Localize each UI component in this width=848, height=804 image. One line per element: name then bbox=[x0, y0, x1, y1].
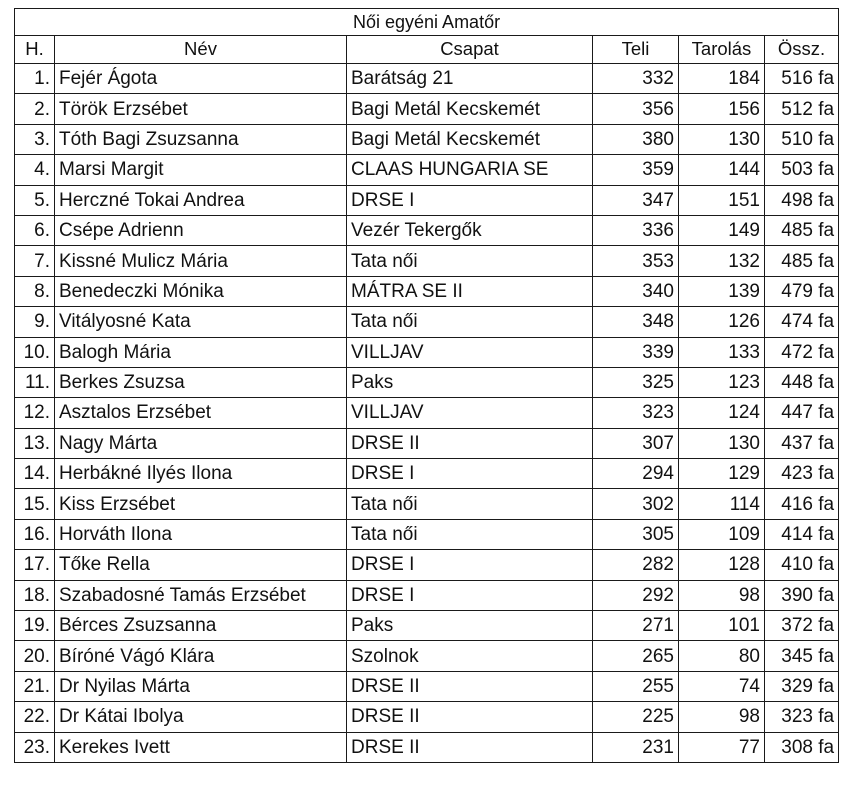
cell-name: Dr Nyilas Márta bbox=[55, 671, 347, 701]
cell-teli: 265 bbox=[593, 641, 679, 671]
cell-team: Paks bbox=[347, 367, 593, 397]
cell-rank: 13. bbox=[15, 428, 55, 458]
cell-name: Nagy Márta bbox=[55, 428, 347, 458]
cell-name: Kiss Erzsébet bbox=[55, 489, 347, 519]
cell-team: Bagi Metál Kecskemét bbox=[347, 94, 593, 124]
cell-tarolas: 123 bbox=[679, 367, 765, 397]
table-row bbox=[15, 155, 839, 185]
cell-name: Asztalos Erzsébet bbox=[55, 398, 347, 428]
cell-teli: 340 bbox=[593, 276, 679, 306]
cell-team: DRSE II bbox=[347, 702, 593, 732]
table-row bbox=[15, 307, 839, 337]
table-row bbox=[15, 215, 839, 245]
cell-team: Tata női bbox=[347, 307, 593, 337]
cell-ossz: 437 fa bbox=[765, 428, 839, 458]
cell-name: Berkes Zsuzsa bbox=[55, 367, 347, 397]
table-row bbox=[15, 459, 839, 489]
cell-ossz: 503 fa bbox=[765, 155, 839, 185]
cell-name: Kerekes Ivett bbox=[55, 732, 347, 762]
cell-tarolas: 109 bbox=[679, 519, 765, 549]
table-row bbox=[15, 671, 839, 701]
cell-rank: 18. bbox=[15, 580, 55, 610]
cell-team: Vezér Tekergők bbox=[347, 215, 593, 245]
cell-tarolas: 98 bbox=[679, 580, 765, 610]
cell-team: CLAAS HUNGARIA SE bbox=[347, 155, 593, 185]
table-row bbox=[15, 702, 839, 732]
cell-name: Horváth Ilona bbox=[55, 519, 347, 549]
cell-name: Herczné Tokai Andrea bbox=[55, 185, 347, 215]
cell-rank: 3. bbox=[15, 124, 55, 154]
cell-ossz: 423 fa bbox=[765, 459, 839, 489]
cell-rank: 9. bbox=[15, 307, 55, 337]
cell-teli: 347 bbox=[593, 185, 679, 215]
cell-ossz: 485 fa bbox=[765, 215, 839, 245]
cell-teli: 294 bbox=[593, 459, 679, 489]
cell-name: Csépe Adrienn bbox=[55, 215, 347, 245]
cell-rank: 6. bbox=[15, 215, 55, 245]
cell-teli: 292 bbox=[593, 580, 679, 610]
cell-rank: 21. bbox=[15, 671, 55, 701]
cell-name: Bíróné Vágó Klára bbox=[55, 641, 347, 671]
cell-team: DRSE II bbox=[347, 671, 593, 701]
cell-team: VILLJAV bbox=[347, 398, 593, 428]
cell-team: Bagi Metál Kecskemét bbox=[347, 124, 593, 154]
cell-ossz: 329 fa bbox=[765, 671, 839, 701]
cell-ossz: 472 fa bbox=[765, 337, 839, 367]
cell-tarolas: 151 bbox=[679, 185, 765, 215]
cell-rank: 19. bbox=[15, 611, 55, 641]
cell-rank: 17. bbox=[15, 550, 55, 580]
cell-ossz: 512 fa bbox=[765, 94, 839, 124]
cell-ossz: 485 fa bbox=[765, 246, 839, 276]
cell-ossz: 390 fa bbox=[765, 580, 839, 610]
cell-teli: 380 bbox=[593, 124, 679, 154]
cell-team: DRSE II bbox=[347, 732, 593, 762]
cell-tarolas: 98 bbox=[679, 702, 765, 732]
table-row bbox=[15, 428, 839, 458]
cell-ossz: 308 fa bbox=[765, 732, 839, 762]
table-row bbox=[15, 276, 839, 306]
table-row bbox=[15, 367, 839, 397]
table-row bbox=[15, 550, 839, 580]
table-row bbox=[15, 580, 839, 610]
cell-ossz: 372 fa bbox=[765, 611, 839, 641]
table-row bbox=[15, 64, 839, 94]
cell-tarolas: 126 bbox=[679, 307, 765, 337]
cell-ossz: 345 fa bbox=[765, 641, 839, 671]
cell-tarolas: 130 bbox=[679, 428, 765, 458]
cell-tarolas: 114 bbox=[679, 489, 765, 519]
cell-name: Vitályosné Kata bbox=[55, 307, 347, 337]
cell-ossz: 474 fa bbox=[765, 307, 839, 337]
table-row bbox=[15, 398, 839, 428]
cell-name: Dr Kátai Ibolya bbox=[55, 702, 347, 732]
cell-rank: 14. bbox=[15, 459, 55, 489]
cell-team: DRSE I bbox=[347, 185, 593, 215]
cell-ossz: 448 fa bbox=[765, 367, 839, 397]
cell-ossz: 410 fa bbox=[765, 550, 839, 580]
cell-teli: 271 bbox=[593, 611, 679, 641]
cell-rank: 11. bbox=[15, 367, 55, 397]
cell-ossz: 416 fa bbox=[765, 489, 839, 519]
cell-team: Barátság 21 bbox=[347, 64, 593, 94]
cell-rank: 2. bbox=[15, 94, 55, 124]
table-row bbox=[15, 337, 839, 367]
cell-team: DRSE I bbox=[347, 580, 593, 610]
cell-teli: 282 bbox=[593, 550, 679, 580]
cell-name: Benedeczki Mónika bbox=[55, 276, 347, 306]
header-tarolas: Tarolás bbox=[679, 36, 765, 64]
cell-tarolas: 77 bbox=[679, 732, 765, 762]
cell-rank: 10. bbox=[15, 337, 55, 367]
cell-ossz: 414 fa bbox=[765, 519, 839, 549]
cell-tarolas: 128 bbox=[679, 550, 765, 580]
cell-team: DRSE I bbox=[347, 550, 593, 580]
cell-team: Paks bbox=[347, 611, 593, 641]
cell-teli: 255 bbox=[593, 671, 679, 701]
table-row bbox=[15, 185, 839, 215]
cell-ossz: 447 fa bbox=[765, 398, 839, 428]
cell-name: Tóth Bagi Zsuzsanna bbox=[55, 124, 347, 154]
cell-team: MÁTRA SE II bbox=[347, 276, 593, 306]
cell-rank: 8. bbox=[15, 276, 55, 306]
cell-name: Bérces Zsuzsanna bbox=[55, 611, 347, 641]
cell-team: Szolnok bbox=[347, 641, 593, 671]
cell-tarolas: 144 bbox=[679, 155, 765, 185]
cell-team: Tata női bbox=[347, 519, 593, 549]
cell-ossz: 516 fa bbox=[765, 64, 839, 94]
cell-rank: 12. bbox=[15, 398, 55, 428]
cell-rank: 5. bbox=[15, 185, 55, 215]
cell-teli: 225 bbox=[593, 702, 679, 732]
cell-teli: 348 bbox=[593, 307, 679, 337]
cell-name: Szabadosné Tamás Erzsébet bbox=[55, 580, 347, 610]
table-row bbox=[15, 94, 839, 124]
header-teli: Teli bbox=[593, 36, 679, 64]
cell-tarolas: 124 bbox=[679, 398, 765, 428]
cell-rank: 7. bbox=[15, 246, 55, 276]
table-row bbox=[15, 732, 839, 762]
header-ossz: Össz. bbox=[765, 36, 839, 64]
cell-ossz: 510 fa bbox=[765, 124, 839, 154]
cell-ossz: 498 fa bbox=[765, 185, 839, 215]
cell-team: Tata női bbox=[347, 489, 593, 519]
table-body bbox=[15, 64, 839, 763]
cell-tarolas: 139 bbox=[679, 276, 765, 306]
header-name: Név bbox=[55, 36, 347, 64]
cell-tarolas: 130 bbox=[679, 124, 765, 154]
cell-name: Marsi Margit bbox=[55, 155, 347, 185]
cell-teli: 339 bbox=[593, 337, 679, 367]
header-row bbox=[15, 36, 839, 64]
title-row bbox=[15, 9, 839, 36]
table-row bbox=[15, 519, 839, 549]
cell-teli: 359 bbox=[593, 155, 679, 185]
cell-teli: 302 bbox=[593, 489, 679, 519]
cell-tarolas: 101 bbox=[679, 611, 765, 641]
cell-team: VILLJAV bbox=[347, 337, 593, 367]
header-rank: H. bbox=[15, 36, 55, 64]
cell-ossz: 479 fa bbox=[765, 276, 839, 306]
table-title: Női egyéni Amatőr bbox=[15, 9, 839, 36]
cell-teli: 336 bbox=[593, 215, 679, 245]
results-table bbox=[14, 8, 839, 763]
cell-rank: 1. bbox=[15, 64, 55, 94]
cell-team: Tata női bbox=[347, 246, 593, 276]
cell-teli: 332 bbox=[593, 64, 679, 94]
cell-name: Török Erzsébet bbox=[55, 94, 347, 124]
cell-tarolas: 132 bbox=[679, 246, 765, 276]
table-row bbox=[15, 124, 839, 154]
cell-rank: 22. bbox=[15, 702, 55, 732]
cell-tarolas: 156 bbox=[679, 94, 765, 124]
cell-rank: 4. bbox=[15, 155, 55, 185]
cell-tarolas: 149 bbox=[679, 215, 765, 245]
table-row bbox=[15, 641, 839, 671]
cell-rank: 23. bbox=[15, 732, 55, 762]
cell-tarolas: 74 bbox=[679, 671, 765, 701]
cell-name: Herbákné Ilyés Ilona bbox=[55, 459, 347, 489]
cell-team: DRSE I bbox=[347, 459, 593, 489]
cell-teli: 305 bbox=[593, 519, 679, 549]
cell-tarolas: 184 bbox=[679, 64, 765, 94]
cell-teli: 323 bbox=[593, 398, 679, 428]
cell-rank: 15. bbox=[15, 489, 55, 519]
cell-team: DRSE II bbox=[347, 428, 593, 458]
table-row bbox=[15, 489, 839, 519]
cell-teli: 356 bbox=[593, 94, 679, 124]
cell-teli: 353 bbox=[593, 246, 679, 276]
cell-tarolas: 129 bbox=[679, 459, 765, 489]
cell-tarolas: 80 bbox=[679, 641, 765, 671]
cell-tarolas: 133 bbox=[679, 337, 765, 367]
header-team: Csapat bbox=[347, 36, 593, 64]
cell-rank: 16. bbox=[15, 519, 55, 549]
cell-teli: 231 bbox=[593, 732, 679, 762]
cell-name: Tőke Rella bbox=[55, 550, 347, 580]
cell-ossz: 323 fa bbox=[765, 702, 839, 732]
cell-teli: 325 bbox=[593, 367, 679, 397]
table-row bbox=[15, 246, 839, 276]
cell-teli: 307 bbox=[593, 428, 679, 458]
cell-name: Kissné Mulicz Mária bbox=[55, 246, 347, 276]
table-row bbox=[15, 611, 839, 641]
cell-name: Balogh Mária bbox=[55, 337, 347, 367]
cell-rank: 20. bbox=[15, 641, 55, 671]
cell-name: Fejér Ágota bbox=[55, 64, 347, 94]
